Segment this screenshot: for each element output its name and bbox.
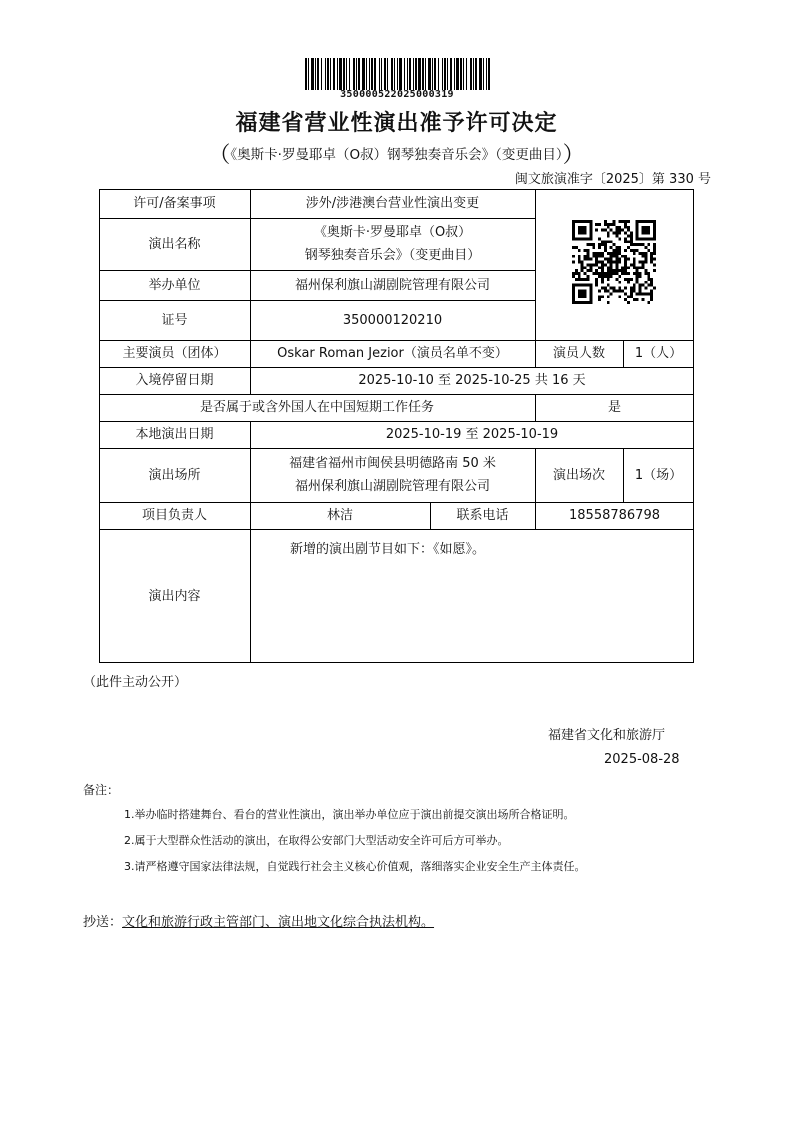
shows-label: 演出场次 (552, 467, 605, 483)
phone-label: 联系电话 (456, 508, 509, 523)
remarks-title: 备注： (83, 783, 120, 797)
content-value: 新增的演出剧节目如下：《如愿》。 (290, 542, 486, 557)
public-note: （此件主动公开） (83, 675, 188, 690)
cc-label: 抄送： (83, 915, 123, 930)
performer-count-label: 演员人数 (552, 346, 605, 361)
barcode (303, 58, 491, 90)
venue-value (250, 448, 535, 502)
cc-value: 文化和旅游行政主管部门、演出地文化综合执法机构。 (122, 915, 435, 930)
issue-date: 2025-08-28 (604, 752, 680, 767)
document-subtitle: （《奥斯卡·罗曼耶卓（O叔）钢琴独奏音乐会》（变更曲目）） (208, 143, 585, 168)
stay-value: 2025-10-10 至 2025-10-25 共 16 天 (358, 373, 586, 388)
permit-item-value: 涉外/涉港澳台营业性演出变更 (305, 196, 480, 211)
document-number: 闽文旅演准字〔2025〕第 330 号 (514, 172, 711, 187)
venue-line-1: 福建省福州市闽侯县明德路南 50 米 (289, 456, 496, 471)
foreign-work-label: 是否属于或含外国人在中国短期工作任务 (199, 400, 434, 415)
issuer: 福建省文化和旅游厅 (548, 728, 666, 743)
performer-value: Oskar Roman Jezior（演员名单不变） (277, 346, 508, 361)
manager-label: 项目负责人 (141, 508, 207, 523)
remark-2: 2.属于大型群众性活动的演出，在取得公安部门大型活动安全许可后方可举办。 (124, 834, 509, 847)
show-name-label: 演出名称 (148, 236, 201, 252)
show-name-line-2: 钢琴独奏音乐会》（变更曲目） (304, 248, 481, 263)
foreign-work-value: 是 (607, 400, 621, 415)
shows-value: 1（场） (634, 467, 683, 483)
local-date-value: 2025-10-19 至 2025-10-19 (385, 427, 559, 442)
remark-1: 1.举办临时搭建舞台、看台的营业性演出，演出举办单位应于演出前提交演出场所合格证明。 (124, 808, 575, 821)
document-title: 福建省营业性演出准予许可决定 (235, 111, 558, 136)
organizer-label: 举办单位 (148, 277, 201, 293)
show-name-value (250, 218, 535, 270)
organizer-value: 福州保利旗山湖剧院管理有限公司 (294, 277, 490, 293)
venue-label: 演出场所 (148, 467, 201, 483)
remark-3: 3.请严格遵守国家法律法规，自觉践行社会主义核心价值观，落细落实企业安全生产主体责任。 (124, 860, 586, 873)
barcode-number: 350000522025000319 (340, 89, 454, 100)
permit-item-label: 许可/备案事项 (133, 196, 216, 211)
show-name-line-1: 《奥斯卡·罗曼耶卓（O叔） (313, 225, 472, 240)
subtitle-text: 《奥斯卡·罗曼耶卓（O叔）钢琴独奏音乐会》（变更曲目） (230, 147, 563, 163)
performer-label: 主要演员（团体） (122, 346, 227, 361)
venue-line-2: 福州保利旗山湖剧院管理有限公司 (294, 479, 490, 494)
stay-label: 入境停留日期 (135, 373, 214, 388)
qr-code (572, 220, 656, 304)
phone-value: 18558786798 (569, 508, 660, 523)
license-label: 证号 (161, 312, 188, 328)
local-date-label: 本地演出日期 (135, 427, 214, 442)
cc-line (83, 911, 434, 930)
content-label: 演出内容 (148, 588, 201, 604)
manager-value: 林洁 (326, 508, 353, 523)
performer-count-value: 1（人） (634, 346, 683, 361)
license-value: 350000120210 (342, 312, 443, 328)
